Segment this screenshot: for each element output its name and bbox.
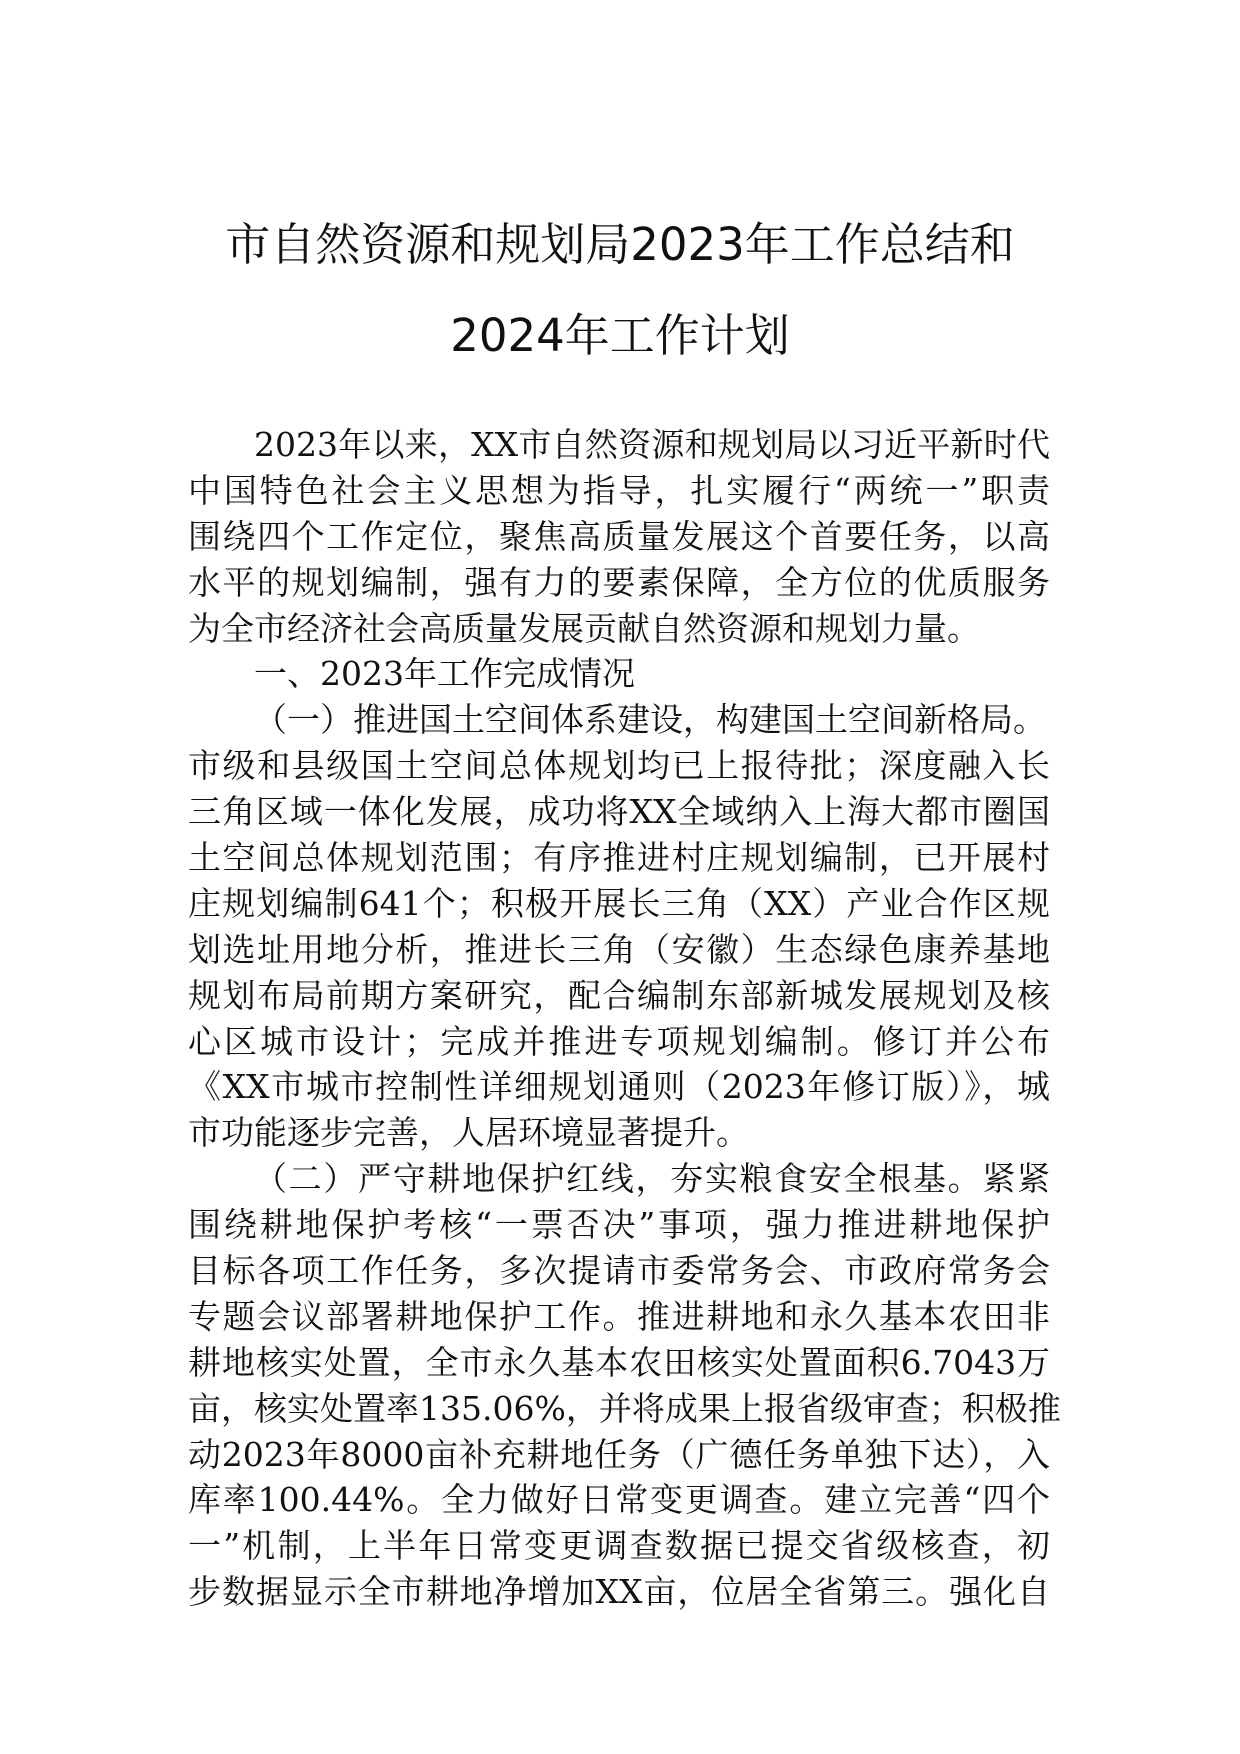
body-line: 为全市经济社会高质量发展贡献自然资源和规划力量。 [188,608,980,648]
body-line: 中国特色社会主义思想为指导，扎实履行“两统一”职责 [188,470,1050,510]
body-line: 一”机制，上半年日常变更调查数据已提交省级核查，初 [188,1526,1050,1566]
body-line: 2023年以来，XX市自然资源和规划局以习近平新时代 [254,425,1050,464]
body-line: 市级和县级国土空间总体规划均已上报待批；深度融入长 [188,746,1050,786]
body-line: 专题会议部署耕地保护工作。推进耕地和永久基本农田非 [188,1296,1050,1336]
document-title-line-2: 2024年工作计划 [450,309,790,362]
document-title-line-1: 市自然资源和规划局2023年工作总结和 [225,218,1015,271]
body-line: 划选址用地分析，推进长三角（安徽）生态绿色康养基地 [188,929,1050,969]
body-line: （一）推进国土空间体系建设，构建国土空间新格局。 [254,700,1046,740]
body-line: 三角区域一体化发展，成功将XX全域纳入上海大都市圈国 [188,792,1050,832]
body-line: （二）严守耕地保护红线，夯实粮食安全根基。紧紧 [254,1159,1050,1199]
body-line: 围绕耕地保护考核“一票否决”事项，强力推进耕地保护 [188,1205,1050,1245]
document-body [188,422,1061,1615]
body-line: 水平的规划编制，强有力的要素保障，全方位的优质服务 [188,562,1050,602]
body-line: 一、2023年工作完成情况 [254,654,635,694]
body-line: 亩，核实处置率135.06%，并将成果上报省级审查；积极推 [188,1388,1061,1428]
body-line: 心区城市设计；完成并推进专项规划编制。修订并公布 [188,1021,1050,1061]
body-line: 庄规划编制641个；积极开展长三角（XX）产业合作区规 [188,883,1050,923]
body-line: 围绕四个工作定位，聚焦高质量发展这个首要任务，以高 [188,516,1050,556]
body-line: 规划布局前期方案研究，配合编制东部新城发展规划及核 [188,975,1050,1015]
body-line: 库率100.44%。全力做好日常变更调查。建立完善“四个 [188,1480,1050,1520]
body-line: 目标各项工作任务，多次提请市委常务会、市政府常务会 [188,1251,1050,1291]
body-line: 动2023年8000亩补充耕地任务（广德任务单独下达），入 [188,1434,1050,1474]
body-line: 市功能逐步完善，人居环境显著提升。 [188,1113,749,1153]
body-line: 步数据显示全市耕地净增加XX亩，位居全省第三。强化自 [188,1572,1050,1612]
body-line: 耕地核实处置，全市永久基本农田核实处置面积6.7043万 [188,1342,1050,1382]
body-line: 土空间总体规划范围；有序推进村庄规划编制，已开展村 [188,838,1050,878]
body-line: 《XX市城市控制性详细规划通则（2023年修订版）》，城 [188,1067,1050,1107]
